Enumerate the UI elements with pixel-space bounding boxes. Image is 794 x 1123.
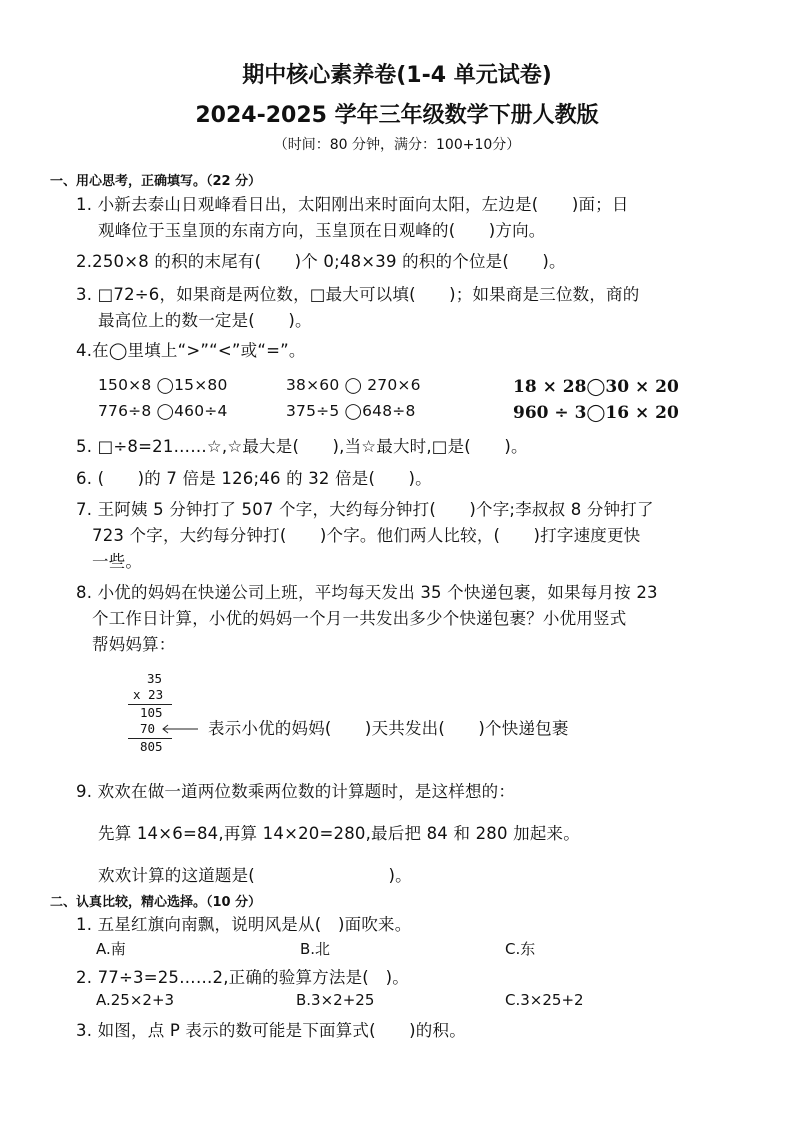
vertical-multiplication — [120, 670, 200, 756]
q2-text: 2.250×8 的积的末尾有( )个 0;48×39 的积的个位是( )。 — [76, 252, 566, 271]
q4-compare-2: 38×60 ◯ 270×6 — [286, 376, 421, 394]
s2-q1-option-a: A.南 — [96, 940, 126, 958]
s2-q3-text: 3. 如图，点 P 表示的数可能是下面算式( )的积。 — [76, 1021, 466, 1040]
calc-partial-2: 70 — [140, 721, 156, 736]
q9-line-3: 欢欢计算的这道题是( )。 — [98, 866, 412, 885]
q8-line-2: 个工作日计算，小优的妈妈一个月一共发出多少个快递包裹？小优用竖式 — [92, 609, 627, 628]
q4-compare-6: 960 ÷ 3◯16 × 20 — [513, 403, 679, 423]
q5-text: 5. □÷8=21……☆,☆最大是( ),当☆最大时,□是( )。 — [76, 437, 528, 456]
q4-prompt: 4.在◯里填上“>”“<”或“=”。 — [76, 341, 306, 360]
section-1-heading: 一、用心思考，正确填写。（22 分） — [50, 174, 262, 189]
q7-line-3: 一些。 — [92, 552, 143, 571]
section-2-heading: 二、认真比较，精心选择。（10 分） — [50, 895, 262, 910]
q7-line-2: 723 个字，大约每分钟打( )个字。他们两人比较，( )打字速度更快 — [92, 526, 641, 545]
q8-line-3: 帮妈妈算： — [92, 635, 176, 654]
q4-compare-5: 375÷5 ◯648÷8 — [286, 402, 416, 420]
q6-text: 6. ( )的 7 倍是 126;46 的 32 倍是( )。 — [76, 469, 432, 488]
q1-line-2: 观峰位于玉皇顶的东南方向，玉皇顶在日观峰的( )方向。 — [98, 221, 546, 240]
q8-note: 表示小优的妈妈( )天共发出( )个快递包裹 — [208, 719, 569, 738]
q8-line-1: 8. 小优的妈妈在快递公司上班，平均每天发出 35 个快递包裹，如果每月按 23 — [76, 583, 658, 602]
s2-q2-text: 2. 77÷3=25……2,正确的验算方法是( )。 — [76, 968, 409, 987]
s2-q2-option-c: C.3×25+2 — [505, 991, 584, 1009]
q9-line-2: 先算 14×6=84,再算 14×20=280,最后把 84 和 280 加起来。 — [98, 824, 580, 843]
arrow-left-icon — [160, 724, 200, 734]
calc-partial-1: 105 — [140, 705, 163, 720]
s2-q1-text: 1. 五星红旗向南飘，说明风是从( )面吹来。 — [76, 915, 412, 934]
q3-line-2: 最高位上的数一定是( )。 — [98, 311, 312, 330]
s2-q1-option-c: C.东 — [505, 940, 536, 958]
calc-multiplicand: 35 — [147, 671, 163, 686]
q4-compare-3: 18 × 28◯30 × 20 — [513, 377, 679, 397]
calc-multiplier: x 23 — [133, 687, 164, 702]
title-line-2: 2024-2025 学年三年级数学下册人教版 — [195, 103, 599, 128]
s2-q2-option-b: B.3×2+25 — [296, 991, 375, 1009]
q3-line-1: 3. □72÷6，如果商是两位数，□最大可以填( )；如果商是三位数，商的 — [76, 285, 640, 304]
exam-time-info: （时间：80 分钟，满分：100+10分） — [273, 137, 521, 153]
title-line-1: 期中核心素养卷(1-4 单元试卷) — [242, 63, 552, 88]
q9-line-1: 9. 欢欢在做一道两位数乘两位数的计算题时，是这样想的： — [76, 782, 516, 801]
s2-q1-option-b: B.北 — [300, 940, 331, 958]
q4-compare-1: 150×8 ◯15×80 — [98, 376, 228, 394]
q1-line-1: 1. 小新去泰山日观峰看日出，太阳刚出来时面向太阳，左边是( )面；日 — [76, 195, 629, 214]
q7-line-1: 7. 王阿姨 5 分钟打了 507 个字，大约每分钟打( )个字;李叔叔 8 分钟打了 — [76, 500, 654, 519]
calc-result: 805 — [140, 739, 163, 754]
s2-q2-option-a: A.25×2+3 — [96, 991, 175, 1009]
q4-compare-4: 776÷8 ◯460÷4 — [98, 402, 228, 420]
